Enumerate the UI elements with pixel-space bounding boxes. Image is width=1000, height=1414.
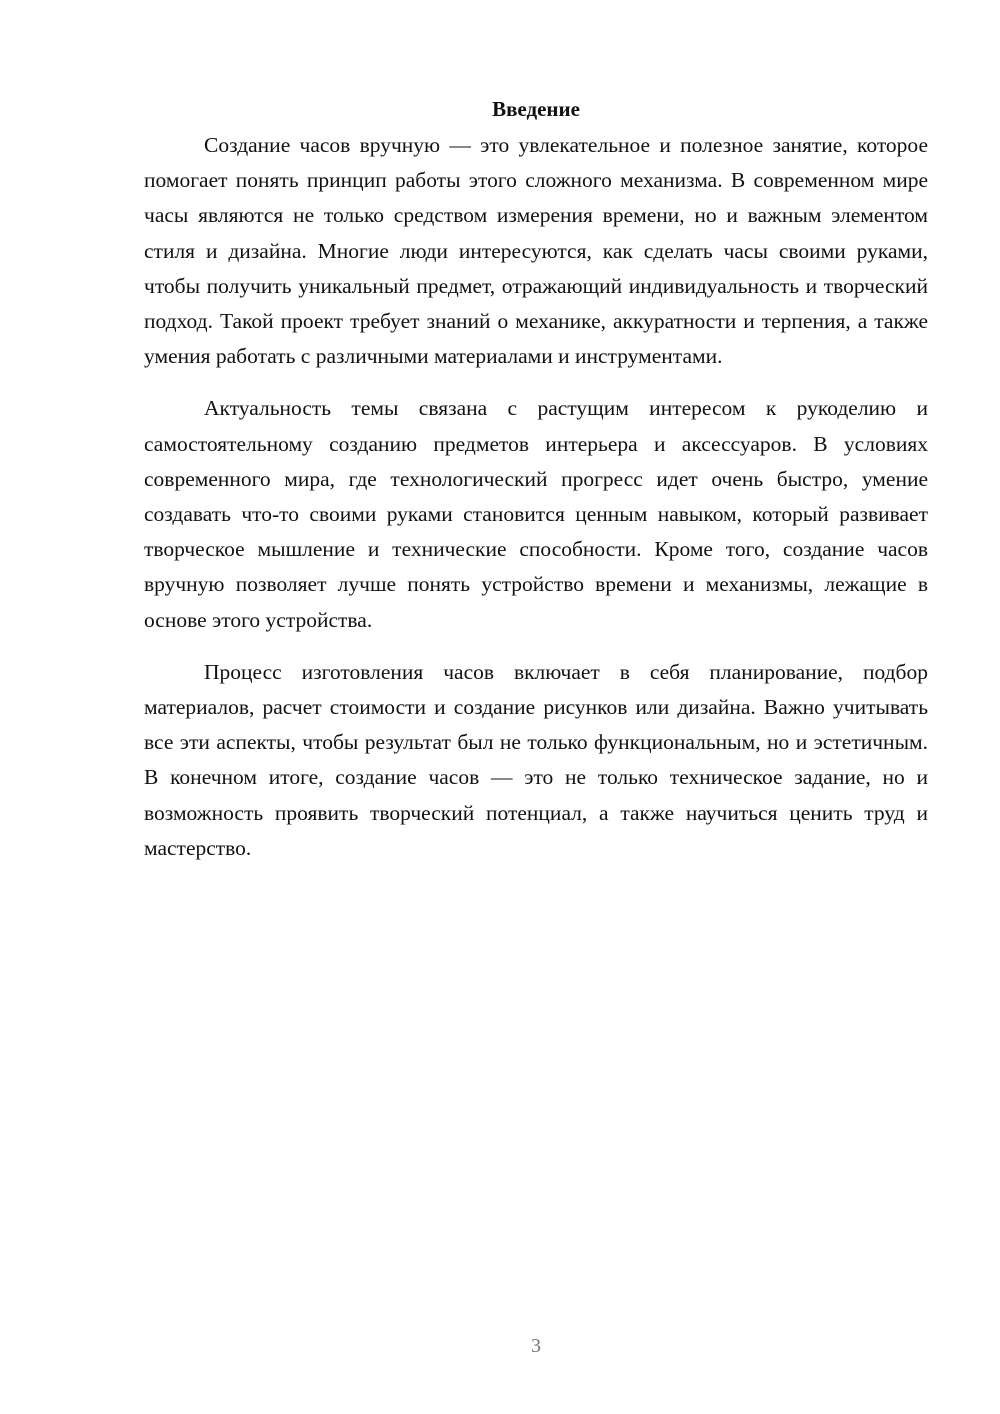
section-title: Введение <box>492 97 580 121</box>
paragraph-3: Процесс изготовления часов включает в себя планирование, подбор материалов, расчет стоимости и создание рисунков или дизайна. Важно учитывать все эти аспекты, чтобы результат был не только функциональным, но и эстетичным. В конечном итоге, создание часов — это не только техническое задание, но и возможность проявить творческий потенциал, а также научиться ценить труд и мастерство. <box>144 659 928 860</box>
paragraph-2: Актуальность темы связана с растущим интересом к рукоделию и самостоятельному созданию предметов интерьера и аксессуаров. В условиях современного мира, где технологический прогресс идет очень быстро, умение создавать что-то своими руками становится ценным навыком, который развивает творческое мышление и технические способности. Кроме того, создание часов вручную позволяет лучше понять устройство времени и механизмы, лежащие в основе этого устройства. <box>144 396 928 632</box>
page-number: 3 <box>531 1335 541 1357</box>
paragraph-1: Создание часов вручную — это увлекательное и полезное занятие, которое помогает понять принцип работы этого сложного механизма. В современном мире часы являются не только средством измерения времени, но и важным элементом стиля и дизайна. Многие люди интересуются, как сделать часы своими руками, чтобы получить уникальный предмет, отражающий индивидуальность и творческий подход. Такой проект требует знаний о механике, аккуратности и терпения, а также умения работать с различными материалами и инструментами. <box>144 133 928 369</box>
page-content <box>144 92 928 883</box>
